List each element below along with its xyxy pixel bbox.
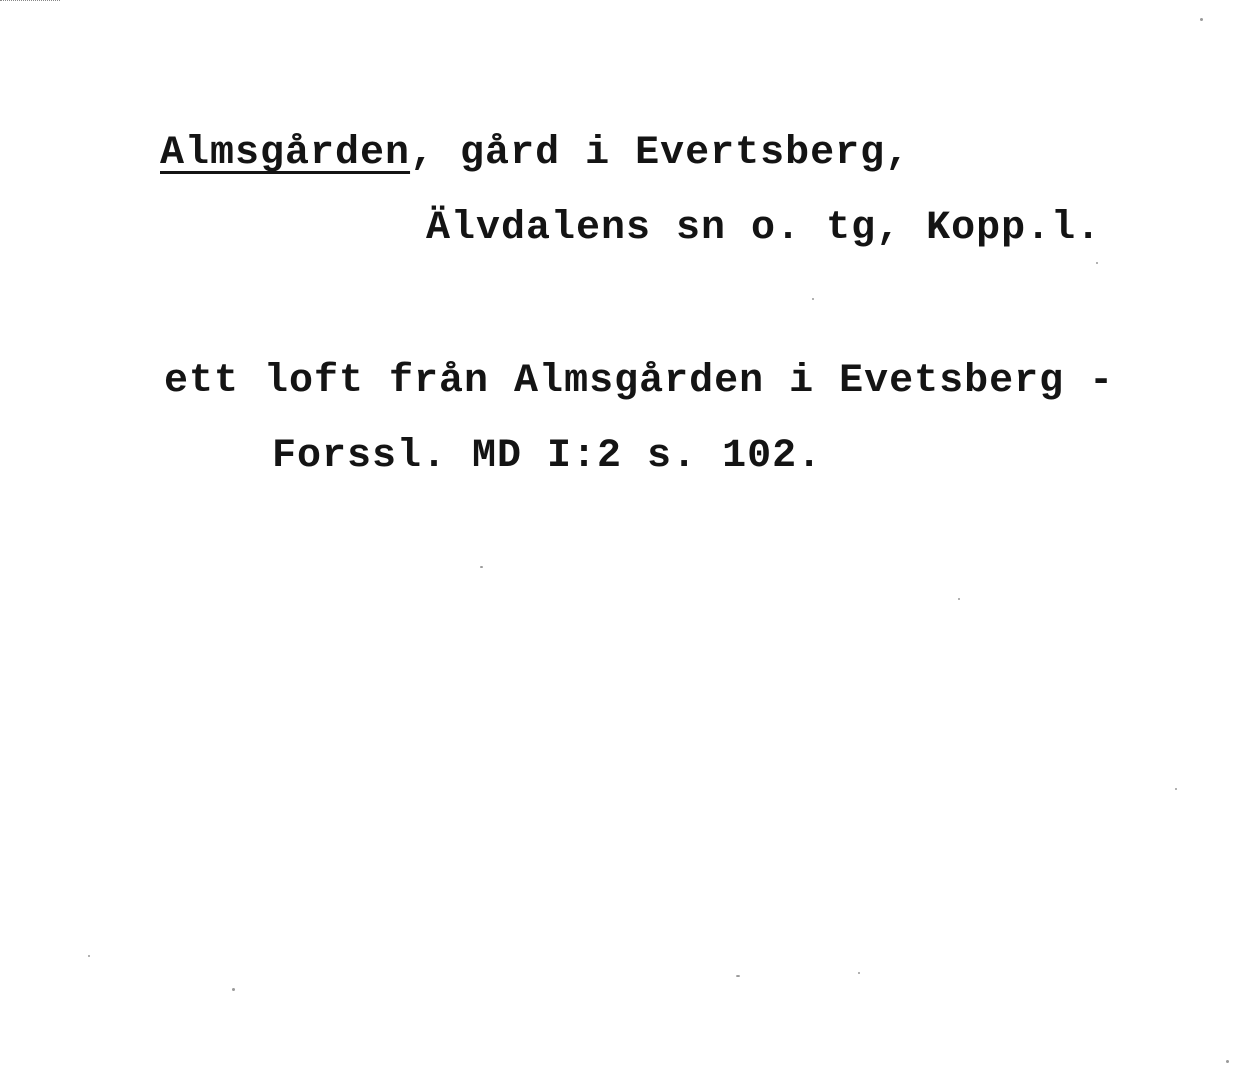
headword: Almsgården [160, 131, 411, 176]
note-line: ett loft från Almsgården i Evetsberg - [164, 359, 1115, 404]
title-description: , gård i Evertsberg, [410, 131, 911, 176]
scan-speck [736, 975, 740, 977]
scan-speck [88, 955, 90, 957]
scan-speck [812, 298, 814, 300]
scan-speck [858, 972, 860, 974]
scan-speck [1096, 262, 1098, 264]
scan-speck [1200, 18, 1203, 21]
scan-edge-mark [0, 0, 60, 3]
reference-line: Forssl. MD I:2 s. 102. [272, 434, 823, 479]
scan-speck [232, 988, 235, 991]
scan-speck [1226, 1060, 1229, 1063]
scan-speck [958, 598, 960, 600]
entry-title-line [160, 130, 910, 178]
scan-speck [1175, 788, 1177, 790]
scan-speck [480, 566, 483, 568]
location-line: Älvdalens sn o. tg, Kopp.l. [426, 206, 1102, 251]
